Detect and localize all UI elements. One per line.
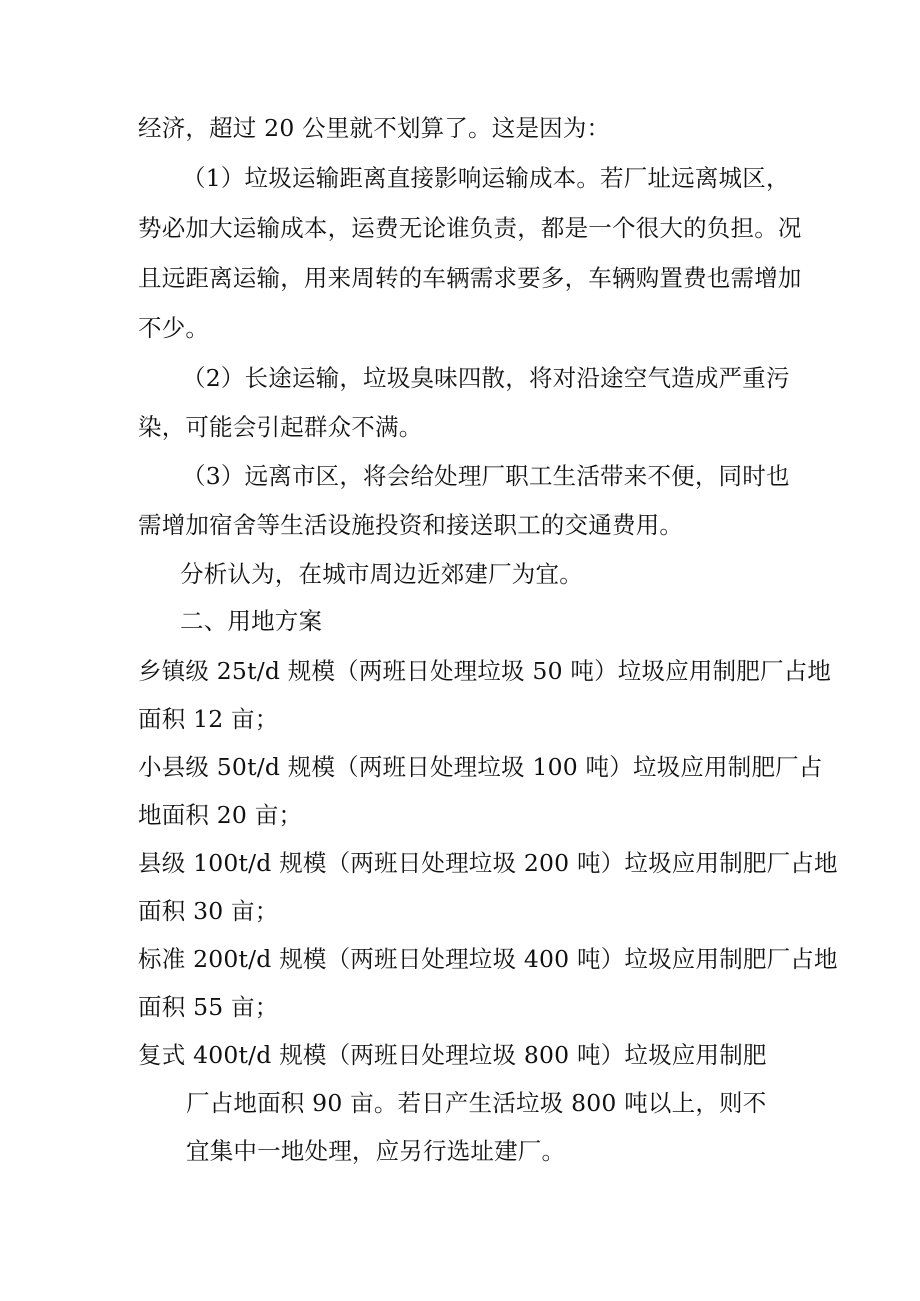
text-line: 经济，超过 20 公里就不划算了。这是因为：	[138, 114, 611, 142]
text-line: 面积 55 亩；	[138, 993, 279, 1021]
text-line: 面积 30 亩；	[138, 897, 279, 925]
text-line: 且远距离运输，用来周转的车辆需求要多，车辆购置费也需增加	[138, 264, 802, 292]
text-line: 宜集中一地处理，应另行选址建厂。	[186, 1137, 566, 1165]
text-line: 标准 200t/d 规模（两班日处理垃圾 400 吨）垃圾应用制肥厂占地	[138, 945, 838, 973]
text-line: 势必加大运输成本，运费无论谁负责，都是一个很大的负担。况	[138, 214, 802, 242]
text-line: 地面积 20 亩；	[138, 801, 303, 829]
section-heading: 二、用地方案	[180, 607, 323, 635]
text-line: 复式 400t/d 规模（两班日处理垃圾 800 吨）垃圾应用制肥	[138, 1041, 767, 1069]
text-line: 不少。	[138, 314, 210, 342]
text-line: （2）长途运输，垃圾臭味四散，将对沿途空气造成严重污	[182, 364, 790, 392]
text-line: 厂占地面积 90 亩。若日产生活垃圾 800 吨以上，则不	[186, 1089, 767, 1117]
text-line: 分析认为，在城市周边近郊建厂为宜。	[180, 560, 583, 588]
text-line: （1）垃圾运输距离直接影响运输成本。若厂址远离城区，	[182, 164, 790, 192]
text-line: 小县级 50t/d 规模（两班日处理垃圾 100 吨）垃圾应用制肥厂占	[138, 753, 823, 781]
text-line: 乡镇级 25t/d 规模（两班日处理垃圾 50 吨）垃圾应用制肥厂占地	[138, 657, 832, 685]
text-line: 染，可能会引起群众不满。	[138, 413, 423, 441]
text-line: 需增加宿舍等生活设施投资和接送职工的交通费用。	[138, 511, 684, 539]
text-line: （3）远离市区，将会给处理厂职工生活带来不便，同时也	[182, 462, 790, 490]
text-line: 面积 12 亩；	[138, 705, 279, 733]
text-line: 县级 100t/d 规模（两班日处理垃圾 200 吨）垃圾应用制肥厂占地	[138, 849, 838, 877]
